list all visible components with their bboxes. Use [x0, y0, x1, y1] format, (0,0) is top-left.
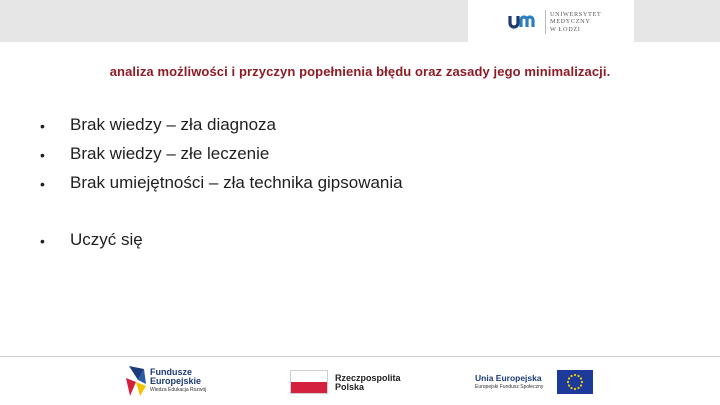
logo-separator	[545, 10, 546, 34]
university-name-line: W ŁODZI	[550, 25, 581, 33]
republic-label	[335, 374, 401, 392]
republic-line: Rzeczpospolita	[335, 373, 401, 383]
eu-label	[475, 374, 543, 391]
bullet-text: Brak umiejętności – zła technika gipsowania	[70, 173, 403, 192]
bullet-text: Uczyć się	[70, 230, 143, 249]
funds-line: Fundusze	[150, 367, 192, 377]
university-name-line: MEDYCZNY	[550, 18, 591, 26]
university-logo	[468, 0, 634, 42]
eu-flag-icon	[557, 370, 593, 394]
bullet-text: Brak wiedzy – złe leczenie	[70, 144, 270, 163]
funding-footer	[0, 357, 720, 405]
university-name	[550, 11, 601, 33]
poland-flag-icon	[290, 370, 328, 394]
university-name-line: UNIWERSYTET	[550, 11, 602, 18]
bullet-icon: •	[40, 233, 45, 249]
bullet-icon: •	[40, 147, 45, 163]
funds-subtitle: Wiedza Edukacja Rozwój	[150, 387, 207, 393]
eu-subtitle: Europejski Fundusz Społeczny	[475, 384, 544, 390]
um-logo-icon	[508, 12, 542, 30]
slide-heading: analiza możliwości i przyczyn popełnienia błędu oraz zasady jego minimalizacji.	[109, 64, 611, 79]
funds-line: Europejskie	[150, 376, 202, 386]
bullet-icon: •	[40, 118, 45, 134]
republic-line: Polska	[335, 382, 365, 392]
european-funds-icon	[126, 366, 146, 396]
bullet-text: Brak wiedzy – zła diagnoza	[70, 115, 277, 134]
bullet-icon: •	[40, 176, 45, 192]
eu-line: Unia Europejska	[475, 373, 542, 383]
european-funds-label	[150, 368, 206, 394]
